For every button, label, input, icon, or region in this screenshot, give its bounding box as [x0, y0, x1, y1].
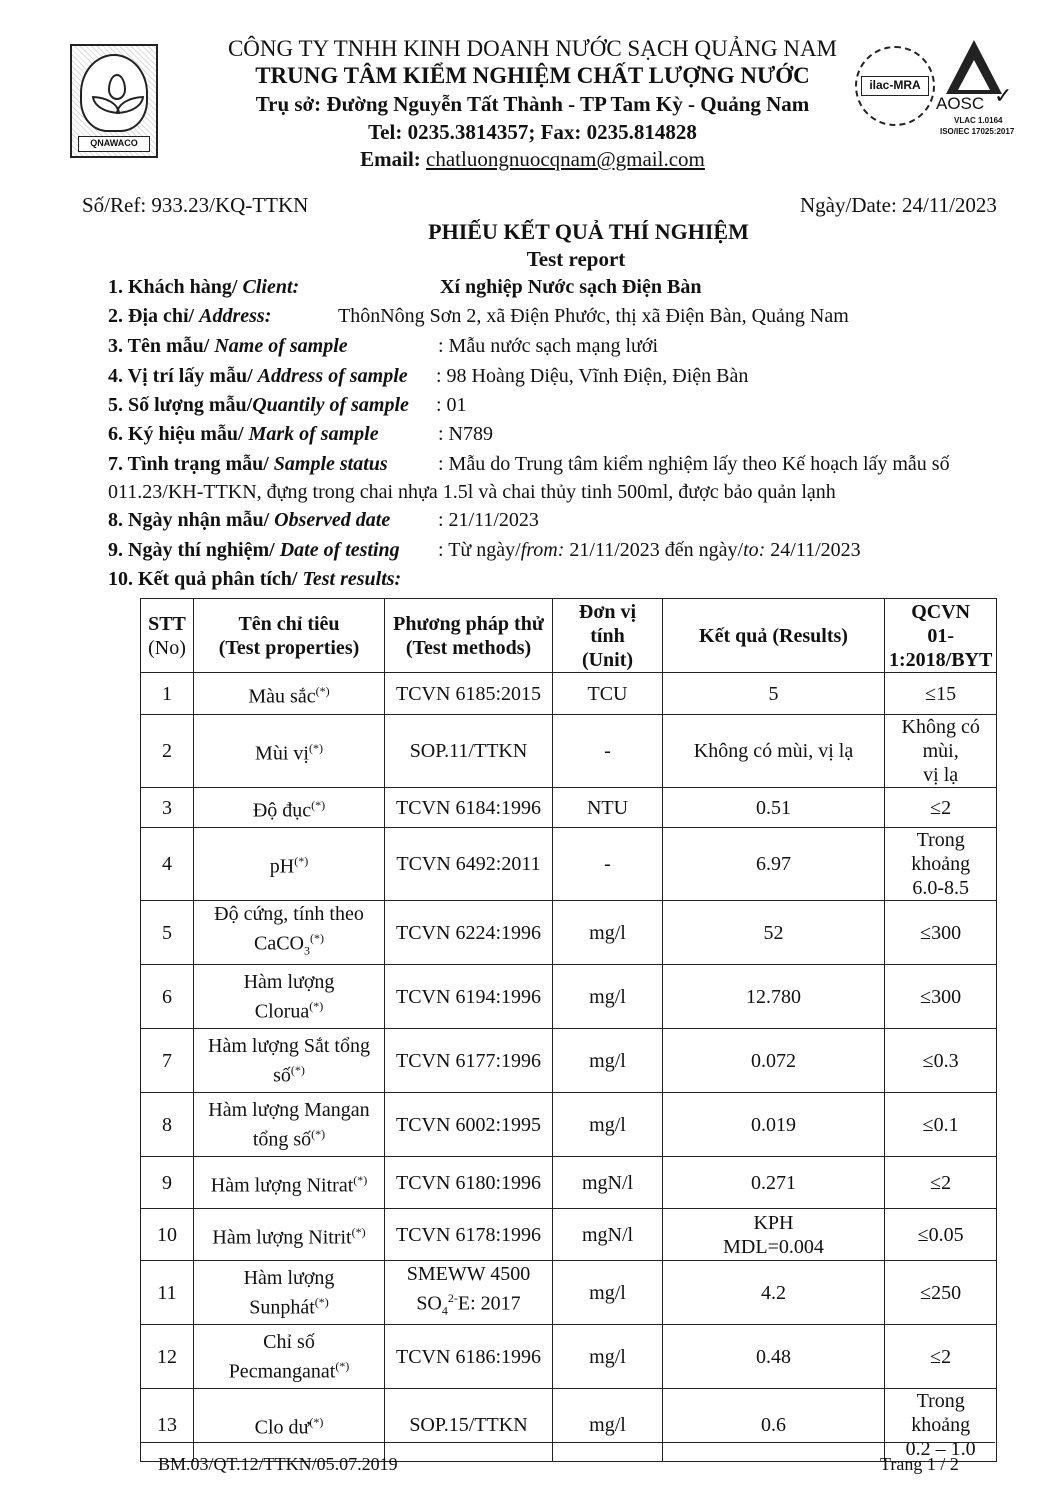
cell-property: Hàm lượng Nitrat(*) — [194, 1157, 385, 1209]
cell-unit: mg/l — [553, 1029, 663, 1093]
company-logo — [70, 44, 158, 158]
table-row — [141, 828, 997, 901]
cell-stt: 2 — [141, 715, 194, 788]
cell-result: 0.019 — [663, 1093, 885, 1157]
cell-result: 12.780 — [663, 965, 885, 1029]
cell-unit: mgN/l — [553, 1157, 663, 1209]
sample-mark-label: 6. Ký hiệu mẫu/ — [108, 423, 249, 445]
cell-limit: ≤15 — [885, 673, 997, 715]
cell-property: Độ đục(*) — [194, 788, 385, 828]
received-date-line — [108, 509, 539, 532]
testing-date-line — [108, 539, 861, 562]
cell-limit: ≤300 — [885, 901, 997, 965]
cell-stt: 13 — [141, 1389, 194, 1462]
table-row — [141, 788, 997, 828]
cell-method: SOP.11/TTKN — [385, 715, 553, 788]
logo-text: QNAWACO — [78, 136, 150, 152]
cell-unit: TCU — [553, 673, 663, 715]
cell-method: TCVN 6224:1996 — [385, 901, 553, 965]
cell-method: TCVN 6178:1996 — [385, 1209, 553, 1261]
client-label: 1. Khách hàng/ — [108, 276, 243, 298]
testing-date-label-en: Date of testing — [279, 539, 400, 561]
sample-name-label-en: Name of sample — [214, 335, 348, 357]
cell-limit: ≤2 — [885, 1325, 997, 1389]
cell-method: TCVN 6184:1996 — [385, 788, 553, 828]
page-number: Trang 1 / 2 — [880, 1454, 959, 1474]
cell-property: Hàm lượng Mangan tổng số(*) — [194, 1093, 385, 1157]
cell-property: pH(*) — [194, 828, 385, 901]
check-icon: ✓ — [994, 84, 1013, 109]
table-row — [141, 673, 997, 715]
cell-stt: 8 — [141, 1093, 194, 1157]
received-date-label-en: Observed date — [274, 509, 391, 531]
cell-limit: ≤0.3 — [885, 1029, 997, 1093]
cell-result: 0.072 — [663, 1029, 885, 1093]
sample-location-label-en: Address of sample — [257, 365, 408, 387]
cell-method: TCVN 6002:1995 — [385, 1093, 553, 1157]
sample-quantity-value: : 01 — [436, 394, 467, 416]
aosc-logo — [936, 40, 1026, 140]
sample-status-line — [108, 453, 950, 476]
cell-unit: - — [553, 715, 663, 788]
cell-unit: mgN/l — [553, 1209, 663, 1261]
results-label: 10. Kết quả phân tích/ — [108, 568, 303, 590]
results-table — [140, 598, 997, 1462]
cell-unit: - — [553, 828, 663, 901]
center-phone: Tel: 0235.3814357; Fax: 0235.814828 — [368, 120, 697, 144]
email-link[interactable]: chatluongnuocqnam@gmail.com — [426, 147, 705, 171]
center-name: TRUNG TÂM KIỂM NGHIỆM CHẤT LƯỢNG NƯỚC — [255, 63, 810, 88]
cell-method: SMEWW 4500 $SO_4^{2-}E$: 2017 — [385, 1261, 553, 1325]
sample-status-label-en: Sample status — [273, 453, 388, 475]
cell-limit: ≤0.1 — [885, 1093, 997, 1157]
cell-property: Hàm lượng Clorua(*) — [194, 965, 385, 1029]
table-row — [141, 1389, 997, 1462]
aosc-text: AOSC — [936, 94, 985, 113]
cell-property: Hàm lượng Nitrit(*) — [194, 1209, 385, 1261]
received-date-label: 8. Ngày nhận mẫu/ — [108, 509, 275, 531]
client-label-en: Client: — [242, 276, 300, 298]
sample-name-line — [108, 335, 659, 358]
cell-limit: ≤250 — [885, 1261, 997, 1325]
cell-method: TCVN 6180:1996 — [385, 1157, 553, 1209]
header-unit: Đơn vị tính (Unit) — [553, 599, 663, 673]
cell-property: Màu sắc(*) — [194, 673, 385, 715]
company-name: CÔNG TY TNHH KINH DOANH NƯỚC SẠCH QUẢNG NAM — [227, 36, 838, 61]
cell-unit: mg/l — [553, 1261, 663, 1325]
cell-method: SOP.15/TTKN — [385, 1389, 553, 1462]
cell-stt: 6 — [141, 965, 194, 1029]
cell-stt: 10 — [141, 1209, 194, 1261]
footer-divider — [140, 1442, 995, 1443]
email-label: Email: — [360, 147, 427, 171]
sample-name-label: 3. Tên mẫu/ — [108, 335, 215, 357]
cell-result: 0.6 — [663, 1389, 885, 1462]
cell-stt: 11 — [141, 1261, 194, 1325]
table-header-row — [141, 599, 997, 673]
header-result: Kết quả (Results) — [663, 599, 885, 673]
sample-location-value: : 98 Hoàng Diệu, Vĩnh Điện, Điện Bàn — [436, 365, 749, 387]
cell-limit: Trong khoảng 0.2 – 1.0 — [885, 1389, 997, 1462]
report-title: PHIẾU KẾT QUẢ THÍ NGHIỆM — [428, 219, 749, 244]
report-date: Ngày/Date: 24/11/2023 — [800, 193, 997, 217]
cell-unit: mg/l — [553, 901, 663, 965]
cell-limit: ≤0.05 — [885, 1209, 997, 1261]
ilac-mra-logo — [855, 46, 935, 126]
cell-limit: ≤2 — [885, 1157, 997, 1209]
cell-property: Độ cứng, tính theo CaCO$_3$(*) — [194, 901, 385, 965]
sample-quantity-label: 5. Số lượng mẫu/ — [108, 394, 253, 416]
sample-status-value: : Mẫu do Trung tâm kiểm nghiệm lấy theo Kế hoạch lấy mẫu số — [438, 453, 950, 475]
cell-result: 4.2 — [663, 1261, 885, 1325]
center-email-line — [160, 147, 905, 172]
address-value: ThônNông Sơn 2, xã Điện Phước, thị xã Điện Bàn, Quảng Nam — [338, 305, 849, 327]
table-row — [141, 1157, 997, 1209]
cell-result: 52 — [663, 901, 885, 965]
cell-stt: 1 — [141, 673, 194, 715]
table-row — [141, 965, 997, 1029]
sample-quantity-line — [108, 394, 467, 417]
cell-method: TCVN 6186:1996 — [385, 1325, 553, 1389]
form-code: BM.03/QT.12/TTKN/05.07.2019 — [158, 1454, 398, 1474]
sample-name-value: : Mẫu nước sạch mạng lưới — [438, 335, 659, 357]
header-property: Tên chỉ tiêu (Test properties) — [194, 599, 385, 673]
address-line — [108, 305, 849, 328]
cell-limit: Trong khoảng 6.0-8.5 — [885, 828, 997, 901]
testing-date-label: 9. Ngày thí nghiệm/ — [108, 539, 280, 561]
cell-stt: 4 — [141, 828, 194, 901]
cell-result: 6.97 — [663, 828, 885, 901]
cell-limit: ≤300 — [885, 965, 997, 1029]
table-row — [141, 1093, 997, 1157]
cell-unit: mg/l — [553, 1093, 663, 1157]
cell-limit: Không có mùi, vị lạ — [885, 715, 997, 788]
cell-unit: mg/l — [553, 1389, 663, 1462]
client-line — [108, 276, 702, 299]
center-address: Trụ sở: Đường Nguyễn Tất Thành - TP Tam Kỳ - Quảng Nam — [255, 92, 810, 116]
table-row — [141, 1261, 997, 1325]
client-value: Xí nghiệp Nước sạch Điện Bàn — [440, 276, 702, 298]
cell-unit: NTU — [553, 788, 663, 828]
table-row — [141, 901, 997, 965]
cell-stt: 12 — [141, 1325, 194, 1389]
cell-result: 0.271 — [663, 1157, 885, 1209]
address-label: 2. Địa chỉ/ — [108, 305, 200, 327]
cell-stt: 3 — [141, 788, 194, 828]
ilac-text: ilac-MRA — [861, 76, 929, 96]
results-label-en: Test results: — [302, 568, 402, 590]
report-subtitle: Test report — [526, 247, 626, 271]
iso-text: ISO/IEC 17025:2017 — [940, 127, 1015, 136]
cell-stt: 9 — [141, 1157, 194, 1209]
vilac-text: VLAC 1.0164 — [954, 116, 1003, 125]
header-qcvn: QCVN 01- 1:2018/BYT — [885, 599, 997, 673]
table-row — [141, 1325, 997, 1389]
sample-quantity-label-en: Quantily of sample — [252, 394, 409, 416]
cell-stt: 5 — [141, 901, 194, 965]
cell-result: KPH MDL=0.004 — [663, 1209, 885, 1261]
sample-mark-label-en: Mark of sample — [248, 423, 379, 445]
header-stt: STT (No) — [141, 599, 194, 673]
sample-status-label: 7. Tình trạng mẫu/ — [108, 453, 274, 475]
cell-property: Hàm lượng Sunphát(*) — [194, 1261, 385, 1325]
cell-result: 5 — [663, 673, 885, 715]
cell-result: Không có mùi, vị lạ — [663, 715, 885, 788]
sample-location-label: 4. Vị trí lấy mẫu/ — [108, 365, 258, 387]
cell-method: TCVN 6194:1996 — [385, 965, 553, 1029]
cell-property: Chỉ số Pecmanganat(*) — [194, 1325, 385, 1389]
cell-property: Clo dư(*) — [194, 1389, 385, 1462]
cell-result: 0.48 — [663, 1325, 885, 1389]
received-date-value: : 21/11/2023 — [438, 509, 539, 531]
cell-property: Hàm lượng Sắt tổng số(*) — [194, 1029, 385, 1093]
cell-stt: 7 — [141, 1029, 194, 1093]
sample-location-line — [108, 365, 749, 388]
cell-result: 0.51 — [663, 788, 885, 828]
cell-unit: mg/l — [553, 965, 663, 1029]
sample-mark-value: : N789 — [438, 423, 493, 445]
cell-unit: mg/l — [553, 1325, 663, 1389]
address-label-en: Address: — [199, 305, 272, 327]
reference-number: Số/Ref: 933.23/KQ-TTKN — [82, 193, 309, 217]
sample-status-line-2: 011.23/KH-TTKN, đựng trong chai nhựa 1.5l và chai thủy tinh 500ml, được bảo quản lạnh — [108, 481, 836, 503]
cell-method: TCVN 6492:2011 — [385, 828, 553, 901]
testing-date-value: : Từ ngày/from: 21/11/2023 đến ngày/to: 24/11/2023 — [438, 539, 861, 561]
cell-method: TCVN 6177:1996 — [385, 1029, 553, 1093]
sample-mark-line — [108, 423, 493, 446]
table-row — [141, 1209, 997, 1261]
cell-property: Mùi vị(*) — [194, 715, 385, 788]
table-row — [141, 1029, 997, 1093]
cell-method: TCVN 6185:2015 — [385, 673, 553, 715]
test-results-heading — [108, 568, 401, 591]
cell-limit: ≤2 — [885, 788, 997, 828]
table-row — [141, 715, 997, 788]
header-method: Phương pháp thử (Test methods) — [385, 599, 553, 673]
